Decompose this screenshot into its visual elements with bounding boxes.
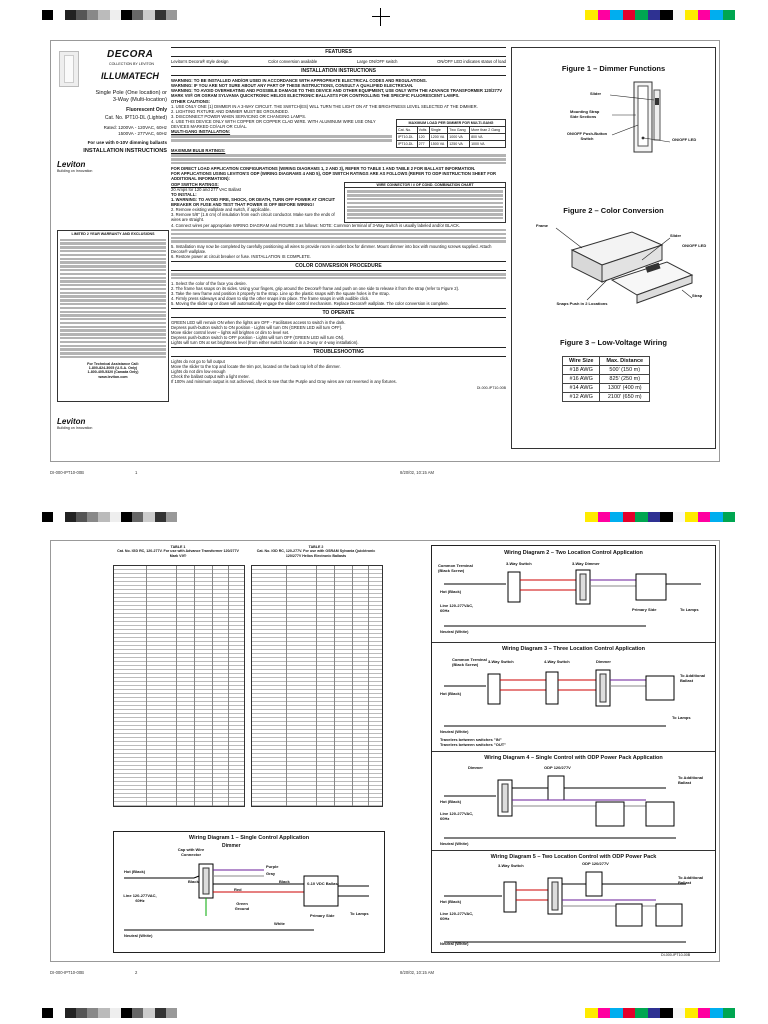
odp-note: FOR APPLICATIONS USING LEVITON'S ODP (WIRING DIAGRAMS 4 AND 5), ODP SWITCH RATINGS ARE AS FOLLOWS (REFER TO ODP INSTRUCTION SHEET FOR ADDITIONAL INFORMATION):: [171, 170, 497, 181]
wd2-primary-label: Primary Side: [632, 607, 657, 612]
product-image: [59, 51, 79, 87]
leviton-tagline-bottom: Building on Innovation: [57, 426, 93, 430]
decora-logo: DECORA: [107, 49, 154, 60]
lv-cell: #18 AWG: [563, 366, 600, 375]
install-step: 1. WARNING: TO AVOID FIRE, SHOCK, OR DEATH, TURN OFF POWER AT CIRCUIT BREAKER OR FUSE AND TEST THAT POWER IS OFF BEFORE WIRING!: [171, 196, 336, 207]
install-step: 5. Installation may now be completed by carefully positioning all wires to provide room in outlet box for dimmer. Mount dimmer into box with mounting screws supplied. Attach Decora® wallplate.: [171, 244, 492, 255]
fig2-label-snaps: Snaps Push in 2 Locations: [556, 301, 608, 306]
wd5-3way-label: 3-Way Switch: [498, 863, 524, 868]
operate-item: Depress push-button switch to ON position - Lights will turn ON (GREEN LED will turn OFF).: [171, 324, 343, 330]
lv-cell: 1300' (400 m): [600, 384, 650, 393]
table-2-title: TABLE 2: [308, 545, 324, 549]
troubleshooting-heading: TROUBLESHOOTING: [171, 347, 506, 357]
wd1-white-label: White: [274, 921, 285, 926]
wd4-odp-label: ODP 120/277V: [544, 765, 571, 770]
color-calibration-bar-right-2: [585, 512, 735, 522]
feature-item: Color conversion available: [268, 59, 318, 64]
wd4-line-label: Line 120-277VAC, 60Hz: [440, 811, 474, 821]
operate-item: GREEN LED will remain ON when the lights are OFF - Facilitates access to switch in the dark.: [171, 319, 346, 325]
wiring-diagram-5-title: Wiring Diagram 5 – Two Location Control with ODP Power Pack: [490, 854, 657, 860]
max-load-heading: MAXIMUM LOAD PER DIMMER FOR MULTI-GANG: [397, 120, 506, 127]
caution-3: 3. DISCONNECT POWER WHEN SERVICING OR CHANGING LAMPS.: [171, 114, 307, 119]
table-1-block: [113, 545, 243, 558]
wd2-3way-label: 3-Way Switch: [506, 561, 532, 566]
figure-1-title: Figure 1 – Dimmer Functions: [561, 64, 666, 73]
wiring-diagram-2-title: Wiring Diagram 2 – Two Location Control Application: [504, 550, 643, 556]
color-conversion-heading: COLOR CONVERSION PROCEDURE: [171, 261, 506, 271]
wd1-line-label: Line 120-277VAC, 60Hz: [123, 893, 157, 903]
product-title: Single Pole (One location) or 3-Way (Multi-location): [95, 90, 167, 103]
wd3-additional-label: To Additional Ballast: [680, 673, 706, 683]
features-list: [171, 59, 506, 64]
lv-cell: 2100' (650 m): [600, 393, 650, 402]
wd5-neutral-label: Neutral (White): [440, 941, 469, 946]
odp-ratings-heading: ODP SWITCH RATINGS:: [171, 181, 219, 187]
wd3-hot-label: Hot (Black): [440, 691, 462, 696]
page-1-footer-number: 1: [135, 470, 138, 475]
wd5-line-label: Line 120-277VAC, 60Hz: [440, 911, 474, 921]
wd5-additional-label: To Additional Ballast: [678, 875, 704, 885]
color-calibration-bar-right: [585, 10, 735, 20]
fig1-label-side-sections: Side Sections: [570, 114, 597, 119]
features-heading: FEATURES: [171, 47, 506, 57]
wd2-neutral-label: Neutral (White): [440, 629, 469, 634]
leviton-logo-bottom: Leviton: [57, 417, 86, 426]
wd4-additional-label: To Additional Ballast: [678, 775, 704, 785]
troubleshoot-item: If 100% and minimum output is not achieved, check to see that the Purple and Gray wires are not reversed in any fixtures.: [171, 378, 397, 384]
operate-item: Depress push-button switch to OFF position - Lights will turn OFF (GREEN LED will turn ON).: [171, 334, 345, 340]
page-2-footer-left: DI-000-IPT10-00B: [50, 970, 84, 975]
color-step: 2. The frame has snaps on its sides. Using your fingers, grip around the Decora® frame and push on one side to release it from the strap (refer to Figure 2).: [171, 285, 460, 291]
max-load-cell: 1000 VA: [448, 134, 470, 141]
middle-column: [171, 45, 506, 457]
product-type: Fluorescent Only: [126, 107, 167, 113]
warranty-box: [57, 230, 169, 402]
lv-cell: #14 AWG: [563, 384, 600, 393]
table-1-caption: Cat. No. IGD RC, 120-277V. For use with Advance Transformer 120/277V Mark VII®: [117, 549, 239, 558]
illumatech-logo: ILLUMATECH: [101, 71, 159, 81]
lv-col-max-distance: Max. Distance: [600, 357, 650, 366]
color-step: 3. Take the new frame and position it properly to the strap. Line up the plastic snaps with the square holes in the strap.: [171, 290, 390, 296]
odp-rating: 20 Amps for 120 and 277 VAC Ballast: [171, 186, 241, 192]
max-load-cell: 1200 VA: [429, 134, 448, 141]
max-load-cell: IPT10-DL: [397, 134, 418, 141]
install-step: 4. Connect wires per appropriate WIRING DIAGRAM and FIGURE 3 as follows: NOTE: Common terminal of 3-Way Switch is usually labeled and/or BLACK.: [171, 222, 461, 228]
max-load-cell: IPT10-DL: [397, 141, 418, 148]
wd1-black-label-1: Black: [188, 879, 199, 884]
wiring-diagram-3-title: Wiring Diagram 3 – Three Location Control Application: [501, 646, 646, 652]
direct-load-note: FOR DIRECT LOAD APPLICATION CONFIGURATIONS (WIRING DIAGRAMS 1, 2 AND 3), REFER TO TABLE 1 AND TABLE 2 FOR BALLAST INFORMATION.: [171, 165, 476, 171]
fig2-label-slider: Slider: [670, 233, 682, 238]
table-1-title: TABLE 1: [170, 545, 186, 549]
wd4-hot-label: Hot (Black): [440, 799, 462, 804]
max-load-cell: 1250 VA: [448, 141, 470, 148]
wd1-green-label: Green Ground: [234, 901, 250, 911]
page-2-footer-number: 2: [135, 970, 138, 975]
fig2-label-frame: Frame: [536, 223, 549, 228]
wd1-lamps-label: To Lamps: [350, 911, 369, 916]
other-cautions-heading: OTHER CAUTIONS:: [171, 99, 211, 104]
color-step: 4. Firmly press sideways and down to slip the other snaps into place. The frame snaps in with audible click.: [171, 295, 370, 301]
install-step: 2. Remove existing wallplate and switch, if applicable.: [171, 206, 271, 212]
registration-mark: [372, 16, 390, 17]
warning-1: WARNING: TO BE INSTALLED AND/OR USED IN ACCORDANCE WITH APPROPRIATE ELECTRICAL CODES AND REGULATIONS.: [171, 78, 427, 83]
wd1-ballast-label: 0-10 VDC Ballast: [307, 881, 339, 886]
wd3-lamps-label: To Lamps: [672, 715, 691, 720]
wiring-diagram-1-title: Wiring Diagram 1 – Single Control Application: [188, 835, 310, 841]
warning-2: WARNING: IF YOU ARE NOT SURE ABOUT ANY PART OF THESE INSTRUCTIONS, CONSULT A QUALIFIED ELECTRICIAN.: [171, 83, 414, 88]
wd3-dimmer-label: Dimmer: [596, 659, 611, 664]
wd1-black-label-2: Black: [279, 879, 290, 884]
low-voltage-table: [562, 356, 650, 402]
troubleshoot-item: Move the slider to the top and locate the trim pot, located on the back top left of the dimmer.: [171, 363, 341, 369]
fig2-label-led: ON/OFF LED: [682, 243, 707, 248]
page-2-sheet: [50, 540, 720, 962]
install-heading: INSTALLATION INSTRUCTIONS: [171, 66, 506, 76]
fig1-label-pushbutton: ON/OFF Push-Button Switch: [566, 131, 608, 141]
figure-3-title: Figure 3 – Low-Voltage Wiring: [560, 338, 667, 347]
max-load-cell: 800 VA: [470, 134, 506, 141]
wd1-hot-label: Hot (Black): [124, 869, 146, 874]
max-load-cell: 277: [417, 141, 429, 148]
fig1-label-slider: Slider: [590, 91, 602, 96]
page-2-doc-number: DI-000-IPT10-00B: [661, 953, 691, 957]
table-1: [113, 565, 245, 807]
registration-mark: [380, 8, 381, 26]
feature-item: Leviton's Decora® style design: [171, 59, 229, 64]
color-calibration-bar-left-3: [42, 1008, 177, 1018]
color-calibration-bar-left-2: [42, 512, 177, 522]
operate-item: Lights will turn ON at set brightness level (from either switch location in a 3-way or 4-way installation).: [171, 339, 359, 345]
wire-connector-heading: WIRE CONNECTOR / # OF COND. COMBINATION CHART: [345, 183, 505, 188]
max-bulb-heading: MAXIMUM BULB RATINGS:: [171, 148, 226, 153]
lv-col-wire-size: Wire Size: [563, 357, 600, 366]
lv-cell: 500' (150 m): [600, 366, 650, 375]
wd1-neutral-label: Neutral (White): [124, 933, 153, 938]
lv-cell: #16 AWG: [563, 375, 600, 384]
left-column: [55, 45, 167, 457]
to-install-heading: TO INSTALL:: [171, 191, 197, 197]
figures-column: [511, 47, 716, 449]
caution-2: 2. LIGHTING FIXTURE AND DIMMER MUST BE GROUNDED.: [171, 109, 289, 114]
wd2-line-label: Line 120-277VAC, 60Hz: [440, 603, 474, 613]
wd2-dimmer-label: 3-Way Dimmer: [572, 561, 600, 566]
max-load-col: Two Gang: [448, 127, 470, 134]
doc-number: DI-000-IPT10-00B: [476, 385, 506, 390]
troubleshoot-item: Check the ballast output with a light meter.: [171, 373, 250, 379]
color-calibration-bar-right-3: [585, 1008, 735, 1018]
wd1-dimmer-label: Dimmer: [222, 843, 241, 849]
tech-help: For Technical Assistance Call: 1-800-824-3005 (U.S.A. Only) 1-800-405-5320 (Canada Only) www.leviton.com: [87, 361, 139, 379]
rating-2: 1500VA - 277VAC, 60Hz: [118, 131, 167, 136]
wd5-odp-label: ODP 120/277V: [582, 861, 609, 866]
table-2-block: [251, 545, 381, 558]
lv-cell: #12 AWG: [563, 393, 600, 402]
wiring-diagram-4-title: Wiring Diagram 4 – Single Control with ODP Power Pack Application: [484, 755, 663, 761]
figure-2-title: Figure 2 – Color Conversion: [563, 206, 664, 215]
fig1-label-led: ON/OFF LED: [672, 137, 697, 142]
page-1-footer-date: 8/20/02, 10:15 AM: [400, 470, 434, 475]
wd3-3way-label: 3-Way Switch: [488, 659, 514, 664]
use-note: For use with 0-10V dimming ballasts: [87, 140, 167, 145]
wiring-diagrams-right: [431, 545, 716, 953]
page-1-sheet: [50, 40, 720, 462]
leviton-logo: Leviton: [57, 160, 86, 169]
wd3-schematic: [436, 656, 711, 736]
wd1-gray-label: Gray: [266, 871, 276, 876]
warranty-text: [58, 236, 168, 360]
installation-instructions-heading: INSTALLATION INSTRUCTIONS: [83, 148, 167, 154]
max-load-col: Volts: [417, 127, 429, 134]
caution-1: 1. USE ONLY ONE (1) DIMMER IN A 3-WAY CIRCUIT. THE SWITCH(ES) WILL TURN THE LIGHT ON AT THE BRIGHTNESS LEVEL SELECTED AT THE DIMMER.: [171, 104, 478, 109]
page-1-footer-left: DI-000-IPT10-00B: [50, 470, 84, 475]
wd5-hot-label: Hot (Black): [440, 899, 462, 904]
catalog-number: Cat. No. IPT10-DL (Lighted): [104, 115, 167, 121]
troubleshoot-item: Lights do not go to full output: [171, 358, 225, 364]
wd1-cap-label: Cap with Wire Connector: [177, 847, 205, 857]
table-2-caption: Cat. No. IGD RC, 120-277V. For use with OSRAM Sylvania Quicktronic 120/277V Helios Electronic Ballasts: [256, 549, 376, 558]
fig1-label-mounting-strap: Mounting Strap: [570, 109, 600, 114]
warranty-heading: LIMITED 2 YEAR WARRANTY AND EXCLUSIONS: [71, 232, 155, 236]
max-load-col: Cat. No.: [397, 127, 418, 134]
wd2-hot-label: Hot (Black): [440, 589, 462, 594]
wd1-purple-label: Purple: [266, 864, 279, 869]
wd3-neutral-label: Neutral (White): [440, 729, 469, 734]
install-step: 6. Restore power at circuit breaker or fuse. INSTALLATION IS COMPLETE.: [171, 254, 311, 260]
max-load-col: More than 2 Gang: [470, 127, 506, 134]
multigang-heading: MULTI-GANG INSTALLATION:: [171, 129, 231, 134]
leviton-tagline: Building on Innovation: [57, 169, 93, 173]
caution-4: 4. USE THIS DEVICE ONLY WITH COPPER OR COPPER CLAD WIRE. WITH ALUMINUM WIRE USE ONLY DEVICES MARKED CO/ALR OR CU/AL.: [171, 119, 376, 129]
max-load-cell: 120: [417, 134, 429, 141]
feature-item: ON/OFF LED indicates status of load: [437, 59, 506, 64]
wd1-primary-label: Primary Side: [310, 913, 335, 918]
figure-2-color-conversion-drawing: [552, 220, 707, 310]
wd4-schematic: [436, 766, 711, 844]
max-load-cell: 1000 VA: [470, 141, 506, 148]
rating-1: Rated: 1200VA - 120VAC, 60Hz: [103, 125, 167, 130]
max-load-cell: 1500 VA: [429, 141, 448, 148]
color-step: 1. Select the color of the face you desire.: [171, 280, 247, 286]
troubleshoot-item: Lights do not dim low enough: [171, 368, 226, 374]
wd4-neutral-label: Neutral (White): [440, 841, 469, 846]
wd3-note-in: Travelers between switches "IN": [440, 737, 502, 742]
wd2-common-label: Common Terminal (Black Screw): [438, 563, 473, 573]
wd4-dimmer-label: Dimmer: [468, 765, 483, 770]
wd3-4way-label: 4-Way Switch: [544, 659, 570, 664]
install-step: 3. Remove 5/8" (1.6 cm) of insulation from each circuit conductor. Make sure the ends of wires are straight.: [171, 211, 335, 222]
wd2-lamps-label: To Lamps: [680, 607, 699, 612]
table-2: [251, 565, 383, 807]
operate-item: Move slider control lever – lights will brighten or dim to level set.: [171, 329, 290, 335]
wiring-diagram-1: [113, 831, 385, 953]
feature-item: Large ON/OFF switch: [356, 59, 398, 64]
wd1-red-label: Red: [234, 887, 242, 892]
lv-cell: 825' (250 m): [600, 375, 650, 384]
fig2-label-strap: Strap: [692, 293, 703, 298]
max-load-col: Single: [429, 127, 448, 134]
wd3-note-out: Travelers between switches "OUT": [440, 742, 507, 747]
color-calibration-bar-left: [42, 10, 177, 20]
decora-tagline: COLLECTION BY LEVITON: [109, 62, 155, 66]
wd3-common-label: Common Terminal (Black Screw): [452, 657, 487, 667]
wire-connector-chart: [344, 182, 506, 223]
color-step: 5. Moving the slider up or down will automatically engage the slider control mechanism. Replace Decora® wallplate. The color conversion is complete.: [171, 300, 449, 306]
to-operate-heading: TO OPERATE: [171, 308, 506, 318]
max-load-table: [396, 119, 506, 148]
page-2-footer-date: 8/20/02, 10:15 AM: [400, 970, 434, 975]
warning-3: WARNING: TO AVOID OVERHEATING AND POSSIBLE DAMAGE TO THIS DEVICE AND OTHER EQUIPMENT, USE ONLY WITH THE ADVANCE TRANSFORMER 120/277V MARK VII® OR OSRAM SYLVANIA QUICKTRONIC HELIOS ELECTRONIC BALLASTS FOR CONTROLLING THE SPECIFIC FLUORESCENT LAMPS.: [171, 88, 503, 98]
